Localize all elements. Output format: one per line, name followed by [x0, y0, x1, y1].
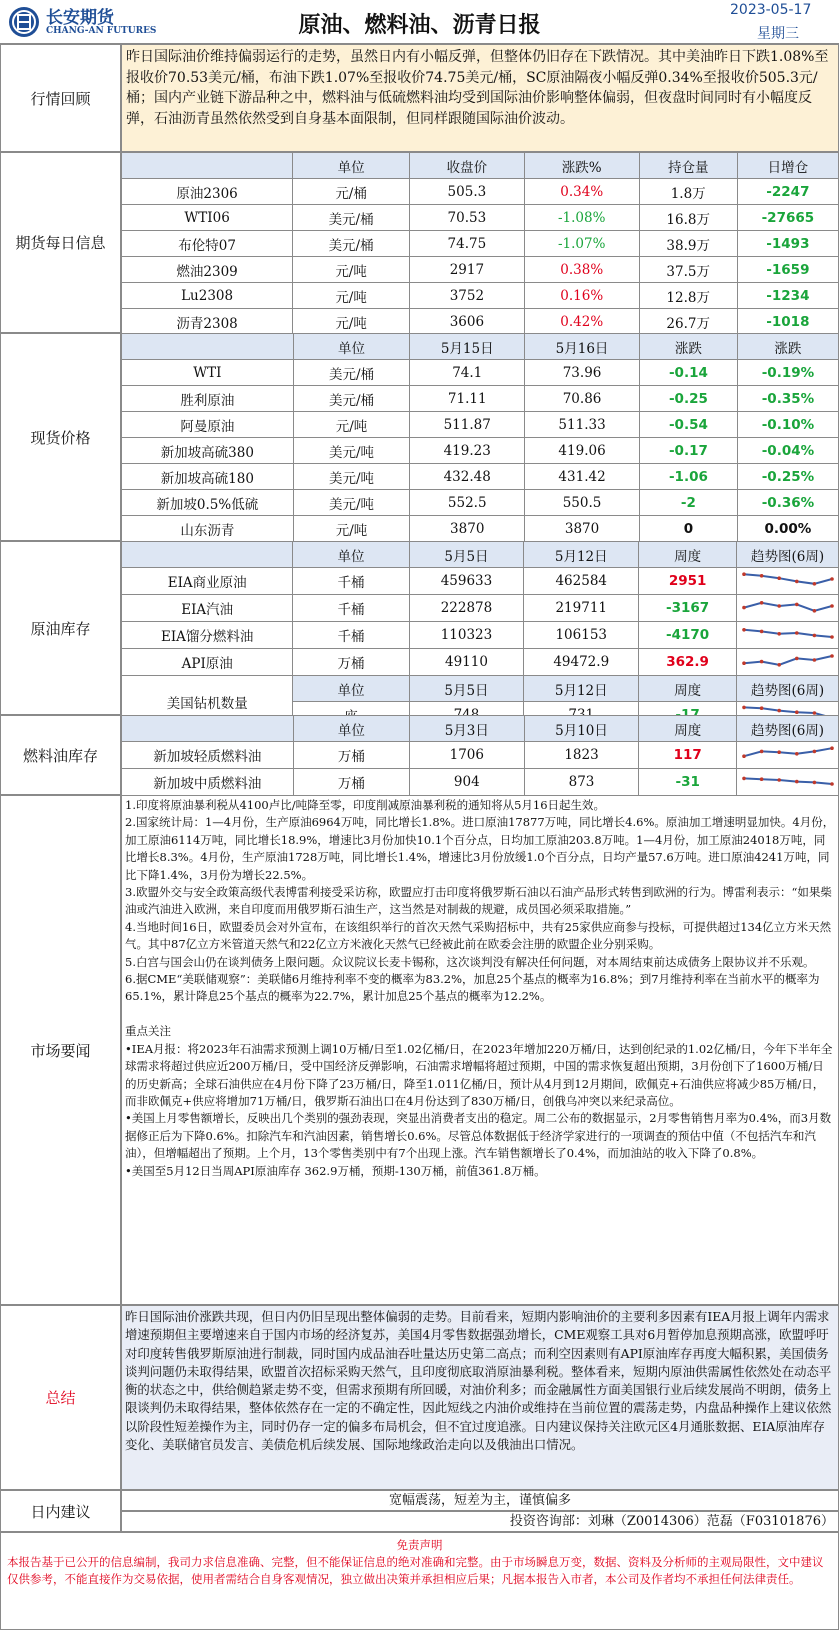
price-latest: 419.06: [525, 438, 640, 464]
change-percent: -0.35%: [737, 386, 838, 412]
column-header: 5月5日: [409, 676, 524, 702]
table-row: [122, 231, 839, 257]
table-row: [122, 283, 839, 309]
sparkline-chart: [740, 595, 836, 617]
sparkline-chart: [740, 742, 836, 764]
weekly-change: -3167: [639, 595, 737, 622]
column-header: 5月3日: [410, 716, 525, 742]
price-latest: 73.96: [525, 360, 640, 386]
sparkline-point: [795, 710, 799, 714]
spot-label: 现货价格: [0, 333, 121, 541]
sparkline-point: [830, 654, 834, 658]
unit: 美元/吨: [293, 490, 410, 516]
logo-en: CHANG-AN FUTURES: [46, 26, 157, 36]
column-header: 涨跌: [737, 334, 838, 360]
table-row: [122, 516, 839, 542]
review-text: 昨日国际油价维持偏弱运行的走势，虽然日内有小幅反弹，但整体仍旧存在下跌情况。其中美油昨日下跌1.08%至报收价70.53美元/桶，布油下跌1.07%至报收价74.75美元/桶，SC原油隔夜小幅反弹0.34%至报收价505.3元/桶；国内产业链下游品种之中，燃料油与低硫燃料油均受到国际油价影响整体偏弱，但夜盘时间同时有小幅度反弹，石油沥青虽然依然受到自身基本面限制，但同样跟随国际油价波动。: [121, 44, 839, 152]
change-percent: -1.08%: [524, 205, 639, 231]
news-item: 5.白宫与国会山仍在谈判债务上限问题。众议院议长麦卡锡称，这次谈判没有解决任何问题，对本周结束前达成债务上限协议并不乐观。: [125, 954, 815, 969]
unit: 千桶: [293, 595, 409, 622]
column-header: [122, 153, 293, 179]
column-header: 持仓量: [639, 153, 737, 179]
sparkline-point: [830, 604, 834, 608]
futures-table: [121, 152, 839, 335]
price-latest: 431.42: [525, 464, 640, 490]
contract-name: Lu2308: [122, 283, 293, 309]
fuel-stock-label: 燃料油库存: [0, 715, 121, 795]
sparkline-point: [759, 750, 763, 754]
sparkline-point: [830, 746, 834, 750]
review-label: 行情回顾: [0, 44, 121, 152]
disclaimer-text: 本报告基于已公开的信息编制，我司力求信息准确、完整，但不能保证信息的绝对准确和完整。由于市场瞬息万变，数据、资料及分析师的主观局限性，文中建议仅供参考，不能直接作为交易依据，使用者需结合自身客观情况，独立做出决策并承担相应后果；凡据本报告入市者，本公司及作者均不承担任何法律责任。: [7, 1555, 824, 1586]
product-name: 新加坡高硫180: [122, 464, 294, 490]
daily-oi-change: -1659: [737, 257, 838, 283]
unit: 元/吨: [293, 309, 410, 335]
column-header: 日增仓: [737, 153, 838, 179]
change-percent: -1.07%: [524, 231, 639, 257]
crude-stock-label: 原油库存: [0, 541, 121, 715]
focus-title: 重点关注: [125, 1024, 171, 1039]
sparkline-point: [830, 635, 834, 639]
change-percent: -0.19%: [737, 360, 838, 386]
price-prev: 432.48: [410, 464, 525, 490]
column-header: 收盘价: [410, 153, 525, 179]
inventory-name: 新加坡轻质燃料油: [122, 742, 294, 769]
price-prev: 419.23: [410, 438, 525, 464]
unit: 元/吨: [293, 283, 410, 309]
contract-name: 布伦特07: [122, 231, 293, 257]
weekly-change: 117: [639, 742, 737, 769]
column-header: 单位: [293, 334, 410, 360]
column-header: 5月5日: [409, 542, 524, 568]
unit: 美元/吨: [293, 438, 410, 464]
table-row: [122, 742, 839, 769]
sparkline-point: [795, 657, 799, 661]
product-name: 新加坡0.5%低硫: [122, 490, 294, 516]
sparkline-line: [744, 603, 832, 611]
sparkline-point: [742, 661, 746, 665]
spacer: [125, 1006, 835, 1023]
product-name: 山东沥青: [122, 516, 294, 542]
contract-name: 原油2306: [122, 179, 293, 205]
trend-sparkline: [737, 769, 839, 796]
column-header: 趋势图(6周): [737, 716, 839, 742]
unit: 元/吨: [293, 516, 410, 542]
column-header: 单位: [293, 676, 409, 702]
table-row: [122, 386, 839, 412]
open-interest: 38.9万: [639, 231, 737, 257]
sparkline-chart: [740, 649, 836, 671]
spot-header-row: [122, 334, 839, 360]
unit: 美元/桶: [293, 231, 410, 257]
sparkline-point: [777, 750, 781, 754]
value-prev: 110323: [409, 622, 524, 649]
sparkline-point: [759, 574, 763, 578]
value-prev: 222878: [409, 595, 524, 622]
news-item: 6.据CME“美联储观察”：美联储6月维持利率不变的概率为83.2%，加息25个基点的概率为16.8%；到7月维持利率在当前水平的概率为65.1%，累计降息25个基点的概率为22.7%，累计加息25个基点的概率为12.2%。: [125, 972, 820, 1004]
rig-count-label: 美国钻机数量: [122, 676, 293, 729]
column-header: 周度: [639, 542, 737, 568]
change-percent: 0.38%: [524, 257, 639, 283]
price-latest: 550.5: [525, 490, 640, 516]
sparkline-point: [812, 634, 816, 638]
product-name: 新加坡高硫380: [122, 438, 294, 464]
sparkline-line: [744, 630, 832, 637]
column-header: 单位: [293, 716, 409, 742]
sparkline-point: [795, 752, 799, 756]
news-body: [121, 795, 839, 1305]
unit: 美元/桶: [293, 386, 410, 412]
unit: 元/吨: [293, 412, 410, 438]
close-price: 505.3: [410, 179, 525, 205]
table-row: [122, 490, 839, 516]
change-value: -2: [639, 490, 737, 516]
open-interest: 26.7万: [639, 309, 737, 335]
unit: 千桶: [293, 568, 409, 595]
futures-header-row: [122, 153, 839, 179]
inventory-name: 新加坡中质燃料油: [122, 769, 294, 796]
sparkline-point: [795, 603, 799, 607]
spot-table: [121, 333, 839, 542]
value-latest: 219711: [524, 595, 639, 622]
sparkline-point: [759, 660, 763, 664]
change-percent: -0.25%: [737, 464, 838, 490]
sparkline-line: [744, 574, 832, 584]
close-price: 3606: [410, 309, 525, 335]
report-header: [0, 0, 839, 44]
contract-name: 沥青2308: [122, 309, 293, 335]
column-header: 涨跌%: [524, 153, 639, 179]
report-weekday: 星期三: [757, 26, 799, 42]
value-prev: 459633: [409, 568, 524, 595]
summary-label: 总结: [0, 1305, 121, 1490]
sparkline-point: [742, 706, 746, 710]
page-title: 原油、燃料油、沥青日报: [298, 13, 541, 38]
crude-stock-table: [121, 541, 839, 729]
sparkline-line: [744, 778, 832, 784]
sparkline-point: [742, 606, 746, 610]
focus-item: •美国上月零售额增长，反映出几个类别的强劲表现，突显出消费者支出的稳定。周二公布的数据显示，2月零售销售月率为0.4%，而3月数据修正后为下降0.6%。扣除汽车和汽油因素，销售增长0.6%。尽管总体数据低于经济学家进行的一项调查的预估中值（不包括汽车和汽油），但增幅超出了预期。上个月，13个零售类别中有7个出现上涨。汽车销售额增长了0.4%，而加油站的收入下降了0.8%。: [125, 1111, 832, 1161]
sparkline-point: [777, 576, 781, 580]
change-percent: 0.16%: [524, 283, 639, 309]
fuel-stock-header-row: [122, 716, 839, 742]
weekly-change: -31: [639, 769, 737, 796]
product-name: 胜利原油: [122, 386, 294, 412]
close-price: 3752: [410, 283, 525, 309]
sparkline-point: [759, 777, 763, 781]
table-row: [122, 568, 839, 595]
table-row: [122, 205, 839, 231]
product-name: 阿曼原油: [122, 412, 294, 438]
unit: 千桶: [293, 622, 409, 649]
column-header: 单位: [293, 542, 409, 568]
fuel-stock-table: [121, 715, 839, 796]
price-prev: 74.1: [410, 360, 525, 386]
weekly-change: 2951: [639, 568, 737, 595]
sparkline-point: [812, 750, 816, 754]
news-item: 4.当地时间16日，欧盟委员会对外宣布，在该组织举行的首次天然气采购招标中，共有25家供应商参与投标，可提供超过134亿立方米天然气。其中87亿立方米管道天然气和22亿立方米液化天然气已经被此前在欧委会注册的欧盟企业分别采购。: [125, 919, 832, 952]
sparkline-point: [812, 658, 816, 662]
sparkline-point: [742, 572, 746, 576]
change-percent: 0.00%: [737, 516, 838, 542]
price-prev: 552.5: [410, 490, 525, 516]
sparkline-point: [777, 663, 781, 667]
change-value: -1.06: [639, 464, 737, 490]
change-value: -0.14: [639, 360, 737, 386]
value-prev: 904: [410, 769, 525, 796]
table-row: [122, 769, 839, 796]
trend-sparkline: [737, 622, 839, 649]
value-latest: 49472.9: [524, 649, 639, 676]
column-header: 趋势图(6周): [737, 542, 839, 568]
sparkline-point: [830, 782, 834, 786]
sparkline-point: [830, 577, 834, 581]
price-prev: 71.11: [410, 386, 525, 412]
sparkline-point: [759, 630, 763, 634]
close-price: 70.53: [410, 205, 525, 231]
product-name: WTI: [122, 360, 294, 386]
sparkline-point: [742, 628, 746, 632]
trend-sparkline: [737, 568, 839, 595]
column-header: [122, 542, 293, 568]
unit: 美元/桶: [293, 360, 410, 386]
weekly-change: -4170: [639, 622, 737, 649]
table-row: [122, 179, 839, 205]
column-header: [122, 716, 294, 742]
column-header: 周度: [639, 716, 737, 742]
column-header: 周度: [639, 676, 737, 702]
sparkline-point: [777, 604, 781, 608]
close-price: 2917: [410, 257, 525, 283]
sparkline-point: [795, 631, 799, 635]
rig-header-row: [122, 676, 839, 702]
sparkline-line: [744, 748, 832, 756]
trend-sparkline: [737, 649, 839, 676]
focus-item: •IEA月报：将2023年石油需求预测上调10万桶/日至1.02亿桶/日，在2023年增加220万桶/日，达到创纪录的1.02亿桶/日，今年下半年全球需求将超过供应近200万桶/日，受中国经济反弹影响，石油需求增幅将超过预期，中国的需求恢复超出预期，3月份创下了1600万桶/日的历史新高；全球石油供应在4月份下降了23万桶/日，降至1.011亿桶/日，预计从4月到12月期间，欧佩克+石油供应将减少85万桶/日，而非欧佩克+供应将增加71万桶/日，俄罗斯石油出口在4月份达到了830万桶/日，创俄乌冲突以来纪录高位。: [125, 1041, 833, 1108]
advice-label: 日内建议: [0, 1490, 121, 1532]
value-prev: 49110: [409, 649, 524, 676]
change-percent: -0.10%: [737, 412, 838, 438]
daily-oi-change: -2247: [737, 179, 838, 205]
close-price: 74.75: [410, 231, 525, 257]
column-header: 单位: [293, 153, 410, 179]
change-value: -0.25: [639, 386, 737, 412]
sparkline-point: [777, 632, 781, 636]
disclaimer: [0, 1532, 839, 1630]
weekly-change: 362.9: [639, 649, 737, 676]
open-interest: 1.8万: [639, 179, 737, 205]
change-percent: 0.42%: [524, 309, 639, 335]
unit: 万桶: [293, 769, 409, 796]
summary-text: 昨日国际油价涨跌共现，但日内仍旧呈现出整体偏弱的走势。目前看来，短期内影响油价的主要利多因素有IEA月报上调年内需求增速预期但主要增速来自于国内市场的经济复苏，美国4月零售数据强劲增长，CME观察工具对6月暂停加息预期高涨，欧盟呼吁对印度转售俄罗斯原油进行制裁，同时国内成品油吞吐量达历史第二高点；而利空因素则有API原油库存再度大幅积累，美国债务谈判问题仍未取得结果，欧盟首次招标采购天然气，且印度彻底取消原油暴利税。整体看来，短期内原油供需属性依然处在动态平衡的状态之中，供给侧趋紧走势不变，但需求预期有所回暖，对油价利多；而金融属性方面美国银行业后续发展尚不明朗，债务上限谈判仍未取得结果，整体依然存在一定的不确定性，因此短线之内油价或维持在当前位置的震荡走势，内盘品种操作上建议依然以阶段性短差操作为主，同时仍存一定的偏多布局机会，但不宜过度追涨。日内建议保持关注欧元区4月通胀数据、EIA原油库存变化、美联储官员发言、美债危机后续发展、国际地缘政治走向以及俄油出口情况。: [121, 1305, 839, 1490]
column-header: 5月15日: [410, 334, 525, 360]
price-latest: 511.33: [525, 412, 640, 438]
sparkline-point: [777, 709, 781, 713]
inventory-name: API原油: [122, 649, 293, 676]
sparkline-point: [812, 582, 816, 586]
change-percent: 0.34%: [524, 179, 639, 205]
daily-oi-change: -1493: [737, 231, 838, 257]
contract-name: 燃油2309: [122, 257, 293, 283]
logo-cn: 长安期货: [46, 8, 114, 28]
consultant-info: 投资咨询部：刘琳（Z0014306）范磊（F03101876）: [121, 1511, 839, 1532]
table-row: [122, 595, 839, 622]
sparkline-point: [759, 706, 763, 710]
unit: 元/吨: [293, 257, 410, 283]
column-header: 涨跌: [639, 334, 737, 360]
trend-sparkline: [737, 595, 839, 622]
news-item: 2.国家统计局：1—4月份，生产原油6964万吨，同比增长1.8%。进口原油17877万吨，同比增长4.6%。原油加工增速明显加快。4月份，加工原油6114万吨，同比增长18.9%，增速比3月份加快10.1个百分点，日均加工原油203.8万吨。1—4月份，加工原油24018万吨，同比增长8.3%。4月份，生产原油1728万吨，同比增长1.4%，增速比3月份放缓1.0个百分点，日均产量57.6万吨。进口原油4241万吨，同比下降1.4%，3月份为增长22.5%。: [125, 815, 835, 882]
table-row: [122, 464, 839, 490]
advice-text: 宽幅震荡，短差为主，谨慎偏多: [121, 1490, 839, 1511]
change-value: -0.17: [639, 438, 737, 464]
table-row: [122, 438, 839, 464]
inventory-name: EIA汽油: [122, 595, 293, 622]
crude-stock-header-row: [122, 542, 839, 568]
sparkline-point: [777, 778, 781, 782]
table-row: [122, 309, 839, 335]
table-row: [122, 257, 839, 283]
open-interest: 16.8万: [639, 205, 737, 231]
price-prev: 3870: [410, 516, 525, 542]
table-row: [122, 649, 839, 676]
news-label: 市场要闻: [0, 795, 121, 1305]
value-latest: 873: [524, 769, 639, 796]
sparkline-point: [812, 609, 816, 613]
unit: 万桶: [293, 742, 409, 769]
focus-item: •美国至5月12日当周API原油库存 362.9万桶，预期-130万桶，前值361.8万桶。: [125, 1163, 546, 1178]
table-row: [122, 412, 839, 438]
price-prev: 511.87: [410, 412, 525, 438]
sparkline-chart: [740, 769, 836, 791]
inventory-name: EIA馏分燃料油: [122, 622, 293, 649]
sparkline-point: [742, 754, 746, 758]
column-header: 5月16日: [525, 334, 640, 360]
sparkline-point: [759, 601, 763, 605]
futures-label: 期货每日信息: [0, 152, 121, 333]
unit: 美元/桶: [293, 205, 410, 231]
daily-oi-change: -1018: [737, 309, 838, 335]
daily-oi-change: -27665: [737, 205, 838, 231]
sparkline-point: [795, 580, 799, 584]
unit: 万桶: [293, 649, 409, 676]
open-interest: 37.5万: [639, 257, 737, 283]
open-interest: 12.8万: [639, 283, 737, 309]
news-item: 1.印度将原油暴利税从4100卢比/吨降至零，印度削减原油暴利税的通知将从5月16日起生效。: [125, 798, 606, 812]
sparkline-line: [744, 656, 832, 665]
daily-oi-change: -1234: [737, 283, 838, 309]
value-latest: 462584: [524, 568, 639, 595]
change-value: 0: [639, 516, 737, 542]
column-header: 5月12日: [524, 676, 639, 702]
unit: 美元/吨: [293, 464, 410, 490]
report-date: 2023-05-17: [730, 2, 812, 18]
column-header: 趋势图(6周): [737, 676, 839, 702]
column-header: 5月12日: [524, 542, 639, 568]
value-latest: 106153: [524, 622, 639, 649]
trend-sparkline: [737, 742, 839, 769]
price-latest: 3870: [525, 516, 640, 542]
table-row: [122, 622, 839, 649]
contract-name: WTI06: [122, 205, 293, 231]
sparkline-point: [795, 780, 799, 784]
news-item: 3.欧盟外交与安全政策高级代表博雷利接受采访称，欧盟应打击印度将俄罗斯石油以石油产品形式转售到欧洲的行为。博雷利表示：“如果柴油或汽油进入欧洲，来自印度而用俄罗斯石油生产，这当然是对制裁的规避，成员国必须采取措施。”: [125, 885, 832, 917]
inventory-name: EIA商业原油: [122, 568, 293, 595]
column-header: [122, 334, 294, 360]
sparkline-chart: [740, 568, 836, 590]
value-latest: 1823: [524, 742, 639, 769]
change-percent: -0.04%: [737, 438, 838, 464]
sparkline-point: [812, 781, 816, 785]
disclaimer-title: 免责声明: [396, 1538, 443, 1552]
table-row: [122, 360, 839, 386]
column-header: 5月10日: [524, 716, 639, 742]
change-percent: -0.36%: [737, 490, 838, 516]
sparkline-chart: [740, 622, 836, 644]
value-prev: 1706: [410, 742, 525, 769]
unit: 元/桶: [293, 179, 410, 205]
price-latest: 70.86: [525, 386, 640, 412]
change-value: -0.54: [639, 412, 737, 438]
sparkline-point: [742, 777, 746, 781]
